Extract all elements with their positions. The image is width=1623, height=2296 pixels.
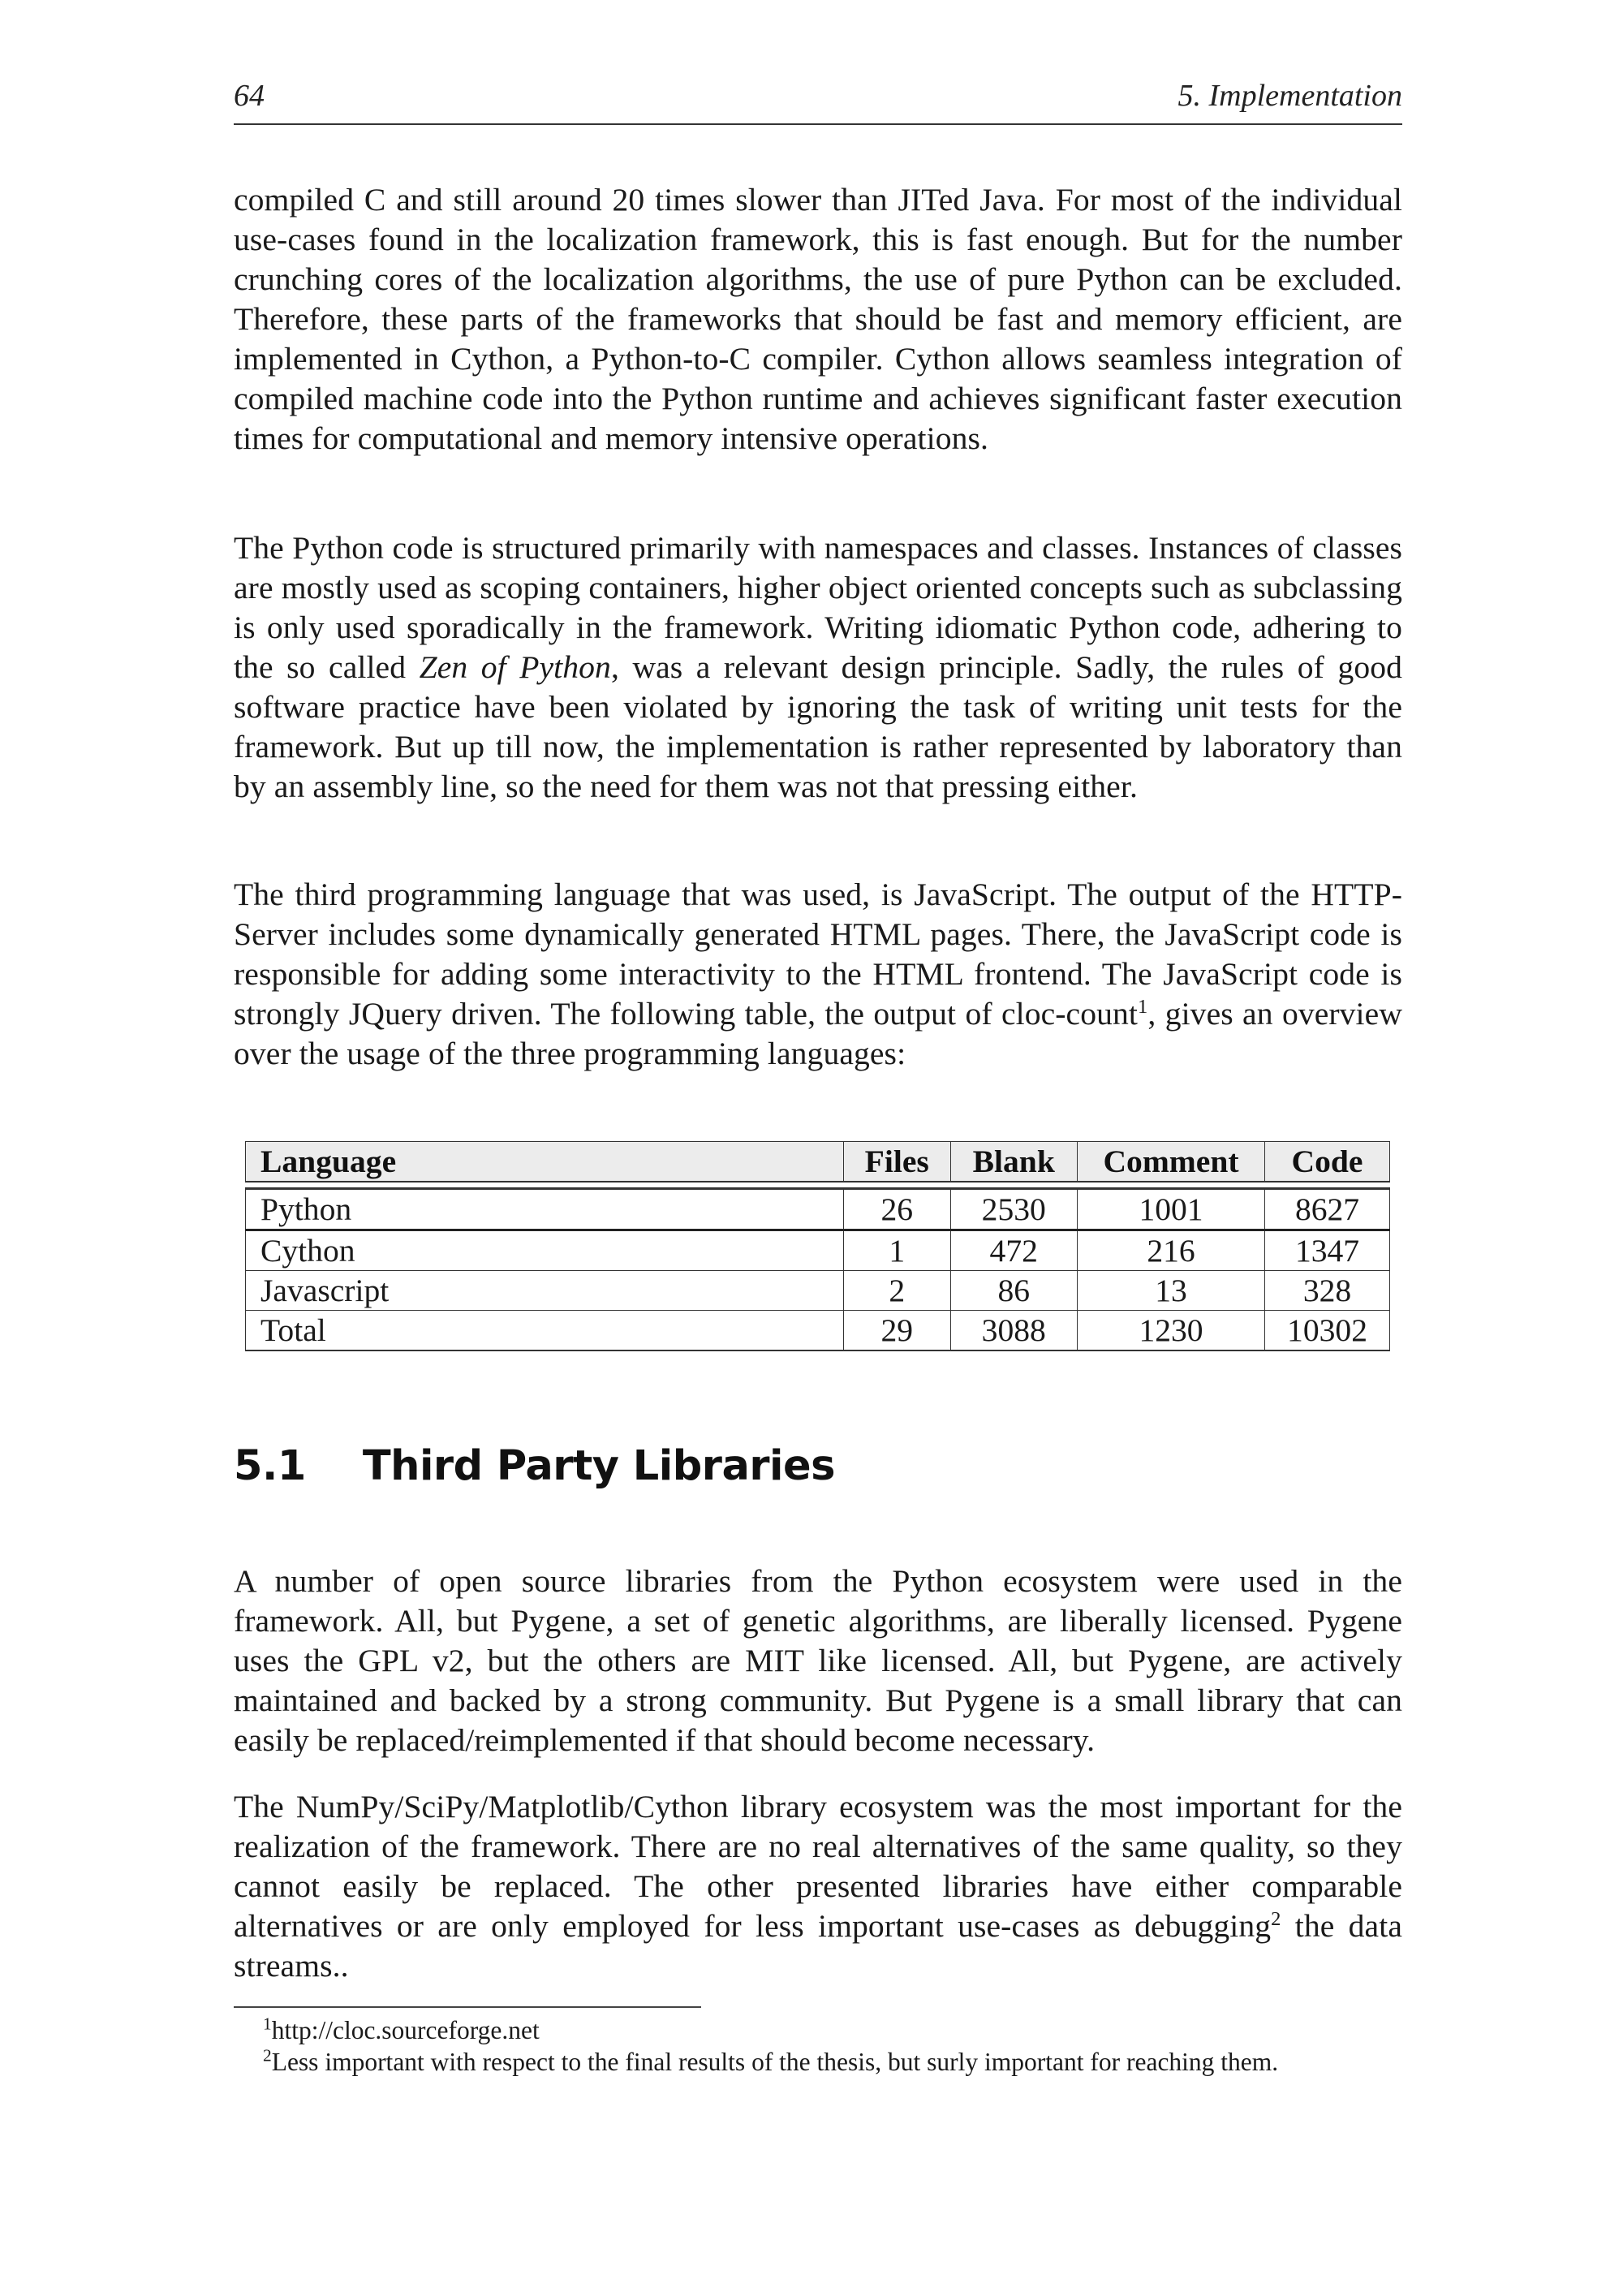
cell-language: Python bbox=[246, 1189, 844, 1230]
paragraph-text-end: the data streams.. bbox=[234, 1908, 1402, 1984]
table-row bbox=[246, 1230, 1390, 1271]
header-code: Code bbox=[1265, 1142, 1390, 1182]
paragraph-text-end: , gives an overview over the usage of the three programming languages: bbox=[234, 996, 1402, 1071]
cell-blank: 2530 bbox=[950, 1189, 1077, 1230]
cell-code: 1347 bbox=[1265, 1230, 1390, 1271]
paragraph-numpy-ecosystem bbox=[234, 1787, 1402, 1986]
cell-code: 328 bbox=[1265, 1271, 1390, 1311]
chapter-title: 5. Implementation bbox=[1177, 79, 1402, 113]
cell-language: Javascript bbox=[246, 1271, 844, 1311]
cell-blank: 86 bbox=[950, 1271, 1077, 1311]
paragraph-cython-performance bbox=[234, 180, 1402, 459]
footnote-1-mark: 1 bbox=[263, 2014, 272, 2034]
section-number: 5.1 bbox=[234, 1442, 306, 1490]
header-files: Files bbox=[844, 1142, 951, 1182]
header-language: Language bbox=[246, 1142, 844, 1182]
cell-comment: 1230 bbox=[1077, 1311, 1264, 1351]
cloc-table bbox=[245, 1141, 1390, 1351]
paragraph-text-start: The third programming language that was used, is JavaScript. The output of the HTTP-Server includes some dynamically generated HTML pages. There, the JavaScript code is responsible for adding some interactivity to the HTML frontend. The JavaScript code is strongly JQuery driven. The following table, the output of cloc-count bbox=[234, 877, 1402, 1032]
table-row bbox=[246, 1271, 1390, 1311]
cell-blank: 472 bbox=[950, 1230, 1077, 1271]
cell-comment: 1001 bbox=[1077, 1189, 1264, 1230]
section-heading bbox=[234, 1442, 835, 1490]
paragraph-libraries-licensing bbox=[234, 1562, 1402, 1760]
footnote-marker-2[interactable]: 2 bbox=[1271, 1907, 1281, 1930]
paragraph-text bbox=[234, 528, 1402, 807]
header-rule bbox=[234, 123, 1402, 125]
spacer-cell bbox=[246, 1182, 1390, 1189]
cell-code: 10302 bbox=[1265, 1311, 1390, 1351]
paragraph-text bbox=[234, 875, 1402, 1074]
cell-files: 29 bbox=[844, 1311, 951, 1351]
paragraph-python-structure bbox=[234, 528, 1402, 807]
cell-comment: 13 bbox=[1077, 1271, 1264, 1311]
paragraph-text-start: The Python code is structured primarily with namespaces and classes. Instances of classes are mostly used as scoping containers, higher object oriented concepts such as subclassing is only used sporadically in the framework. Writing idiomatic Python code, adhering to the so called bbox=[234, 530, 1402, 685]
footnote-2-mark: 2 bbox=[263, 2045, 272, 2066]
paragraph-text: A number of open source libraries from the Python ecosystem were used in the framework. All, but Pygene, a set of genetic algorithms, are liberally licensed. Pygene uses the GPL v2, but the others are MIT like licensed. All, but Pygene, are actively maintained and backed by a strong community. But Pygene is a small library that can easily be replaced/reimplemented if that should become necessary. bbox=[234, 1563, 1402, 1758]
paragraph-javascript bbox=[234, 875, 1402, 1074]
footnote-2 bbox=[234, 2046, 1402, 2078]
cell-files: 2 bbox=[844, 1271, 951, 1311]
table-row-total bbox=[246, 1311, 1390, 1351]
cell-language: Cython bbox=[246, 1230, 844, 1271]
cell-comment: 216 bbox=[1077, 1230, 1264, 1271]
footnote-rule bbox=[234, 2006, 701, 2008]
cell-files: 26 bbox=[844, 1189, 951, 1230]
header-blank: Blank bbox=[950, 1142, 1077, 1182]
table-row bbox=[246, 1189, 1390, 1230]
footnotes bbox=[234, 2014, 1402, 2078]
cloc-table-wrapper bbox=[245, 1141, 1390, 1351]
table-header-row bbox=[246, 1142, 1390, 1182]
footnote-1-link[interactable]: http://cloc.sourceforge.net bbox=[271, 2016, 540, 2044]
cell-code: 8627 bbox=[1265, 1189, 1390, 1230]
table-spacer bbox=[246, 1182, 1390, 1189]
cell-files: 1 bbox=[844, 1230, 951, 1271]
paragraph-text bbox=[234, 1787, 1402, 1986]
running-header bbox=[234, 78, 1402, 114]
section-title: Third Party Libraries bbox=[362, 1442, 835, 1490]
footnote-2-text: Less important with respect to the final results of the thesis, but surly important for reaching them. bbox=[271, 2048, 1279, 2076]
cell-language: Total bbox=[246, 1311, 844, 1351]
paragraph-text: compiled C and still around 20 times slower than JITed Java. For most of the individual use-cases found in the localization framework, this is fast enough. But for the number crunching cores of the localization algorithms, the use of pure Python can be excluded. Therefore, these parts of the frameworks that should be fast and memory efficient, are implemented in Cython, a Python-to-C compiler. Cython allows seamless integration of compiled machine code into the Python runtime and achieves significant faster execution times for computational and memory intensive operations. bbox=[234, 182, 1402, 456]
footnote-1 bbox=[234, 2014, 1402, 2046]
paragraph-text-end: , was a relevant design principle. Sadly, the rules of good software practice have been violated by ignoring the task of writing unit tests for the framework. But up till now, the implementation is rather represented by laboratory than by an assembly line, so the need for them was not that pressing either. bbox=[234, 649, 1403, 804]
paragraph-text-start: The NumPy/SciPy/Matplotlib/Cython library ecosystem was the most important for the realization of the framework. There are no real alternatives of the same quality, so they cannot easily be replaced. The other presented libraries have either comparable alternatives or are only employed for less important use-cases as debugging bbox=[234, 1789, 1402, 1944]
header-comment: Comment bbox=[1077, 1142, 1264, 1182]
page-number: 64 bbox=[234, 79, 265, 113]
cell-blank: 3088 bbox=[950, 1311, 1077, 1351]
emphasis-zen-of-python: Zen of Python bbox=[419, 649, 611, 685]
footnote-marker-1[interactable]: 1 bbox=[1138, 995, 1148, 1018]
